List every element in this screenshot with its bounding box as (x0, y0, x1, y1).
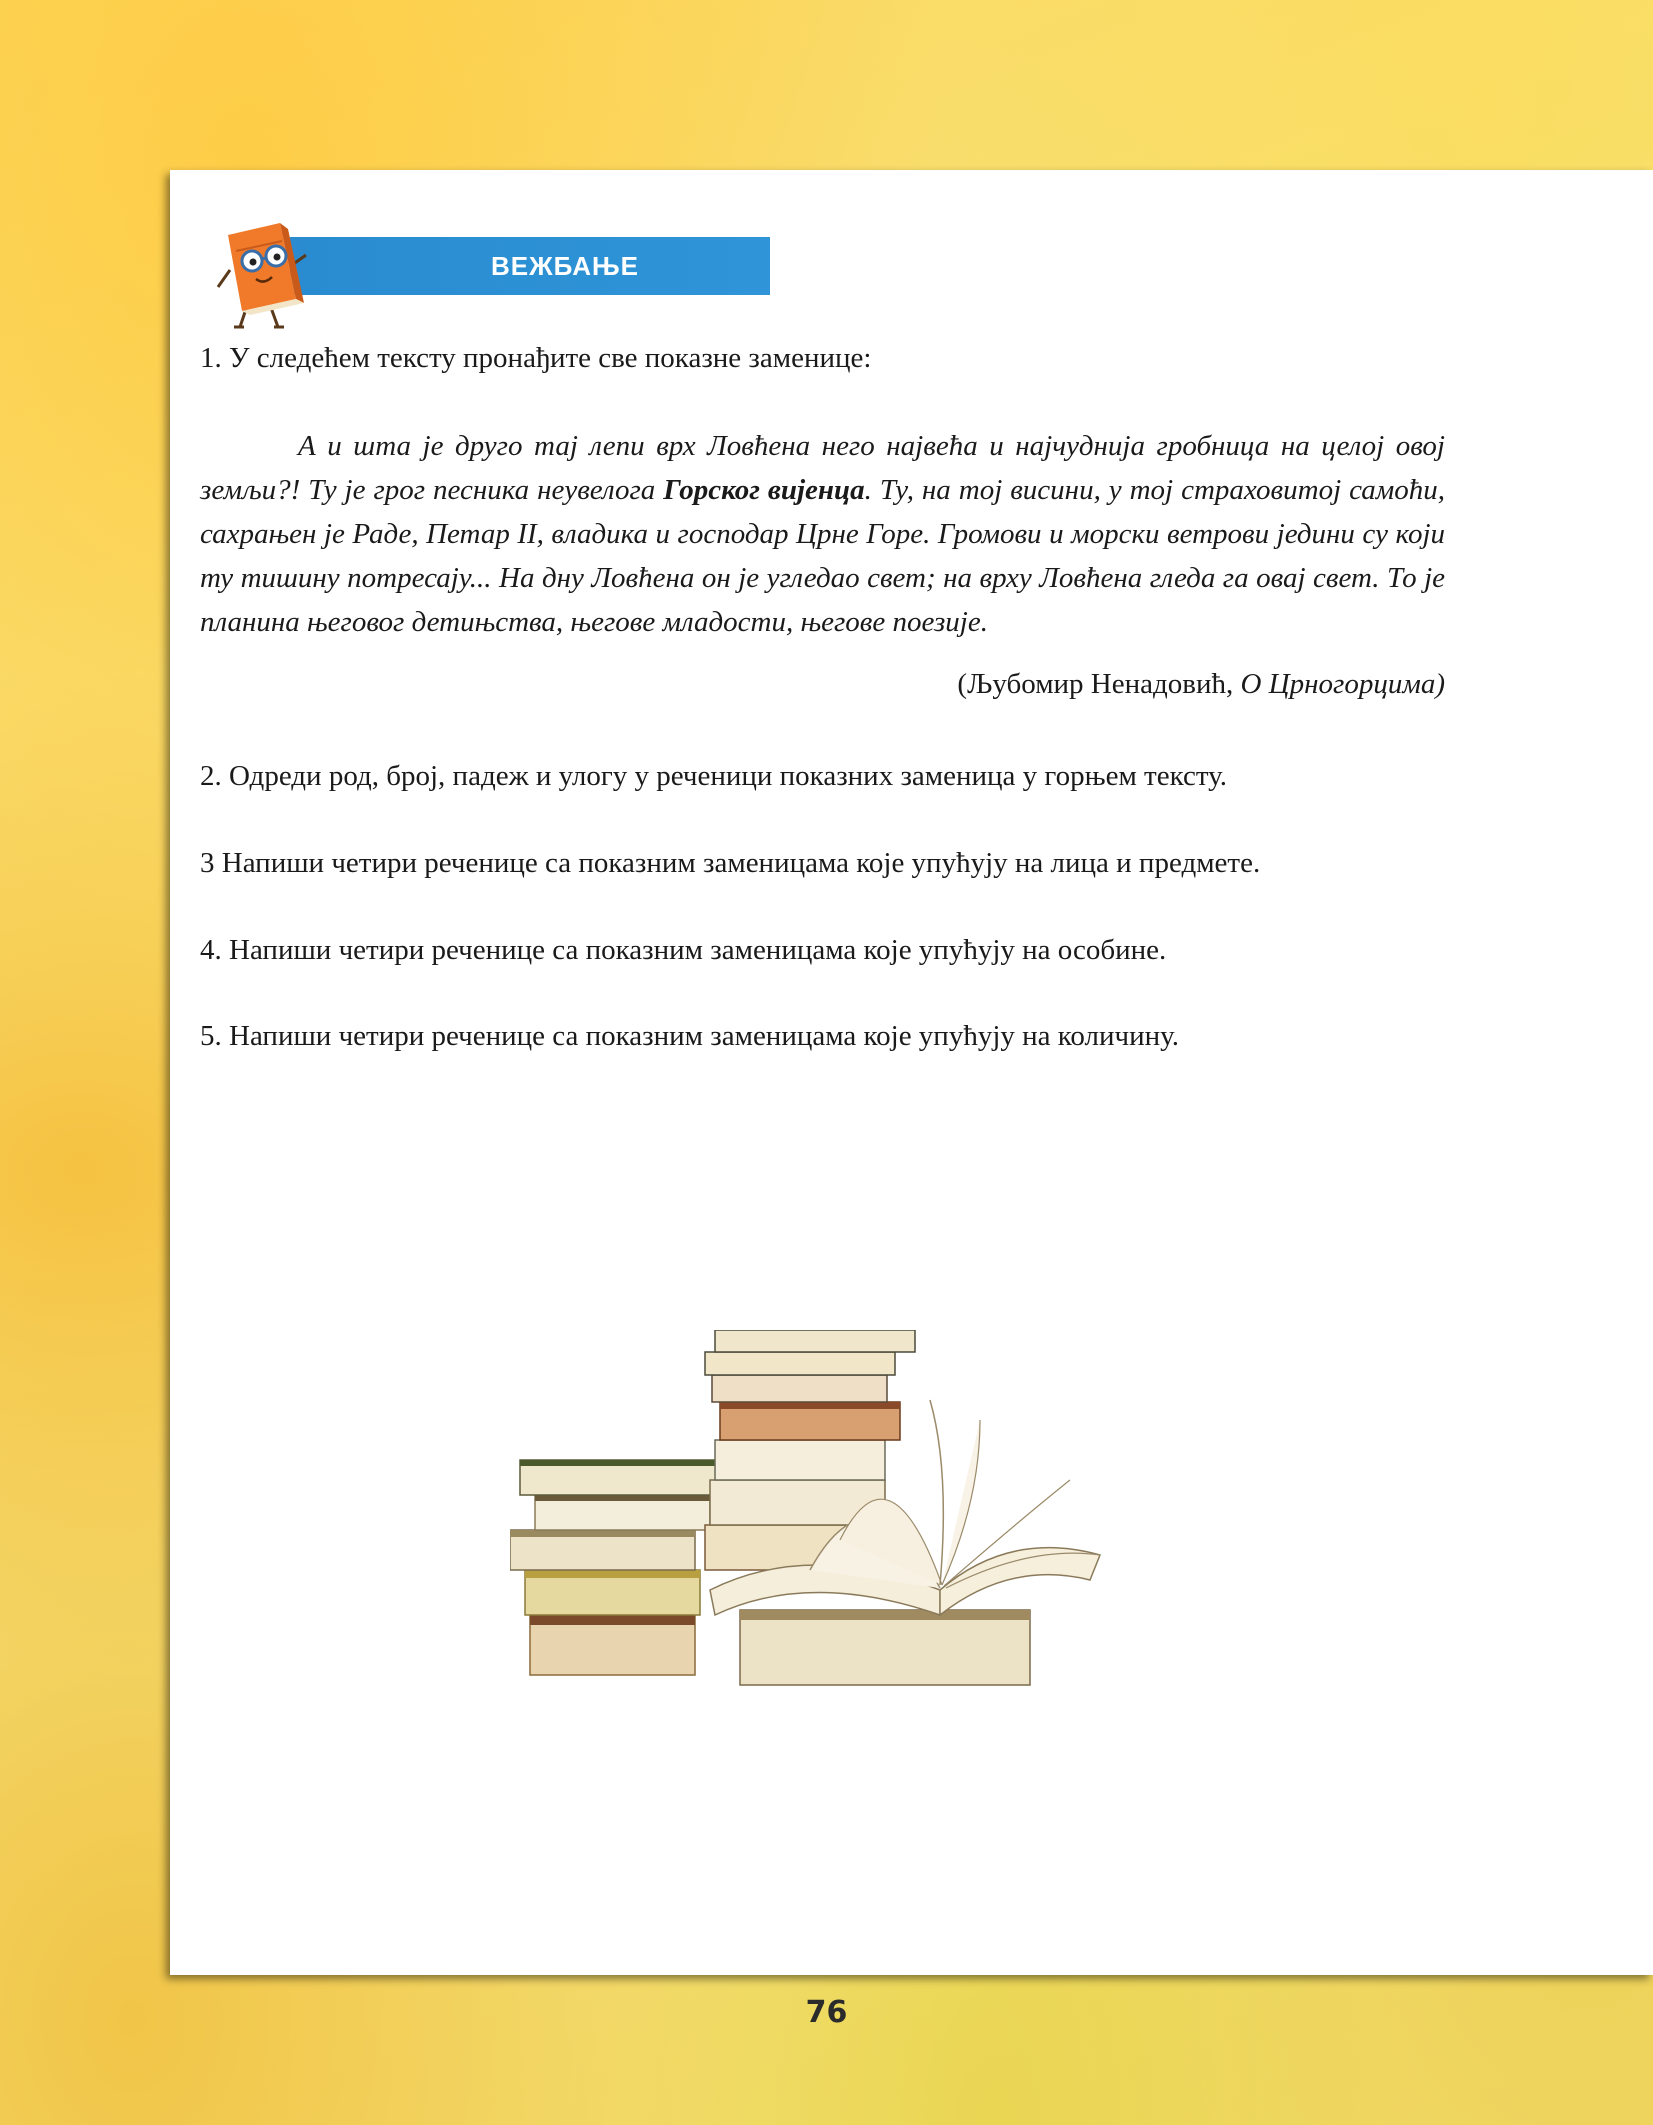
left-book-stack (510, 1460, 720, 1675)
question-5: 5. Напиши четири реченице са показним заменицама које упућују на количину. (200, 1020, 1179, 1052)
page-number: 76 (805, 1995, 848, 2030)
question-1: 1. У следећем тексту пронађите све показне заменице: (200, 342, 872, 374)
passage-bold-title: Горског вијенца (663, 474, 865, 506)
banner-bar (290, 237, 770, 295)
book-stack-illustration (510, 1330, 1110, 1710)
question-3: 3 Напиши четири реченице са показним заменицама које упућују на лица и предмете. (200, 847, 1261, 879)
banner-title: ВЕЖБАЊЕ (490, 251, 640, 281)
question-4: 4. Напиши четири реченице са показним заменицама које упућују на особине. (200, 934, 1167, 966)
source-author: (Љубомир Ненадовић, (957, 668, 1241, 700)
passage-source (957, 666, 1445, 702)
source-work: О Црногорцима) (1240, 668, 1445, 700)
page-sheet (170, 170, 1653, 1975)
passage-text-end: . Ту, на тој висини, у тој страховитој самоћи, сахрањен је Раде, Петар II, владика и господар Црне Горе. Громови и морски ветрови једини су који ту тишину потресају... На дну Ловћена он је угледао свет; на врху Ловћена гледа га овај свет. То је планина његовог детињства, његове младости, његове поезије. (200, 474, 1445, 638)
exercise-banner (210, 215, 770, 310)
passage-text-start: А и шта је друго тај лепи врх Ловћена него највећа и најчуднија гробница на целој овој земљи?! Ту је грог песника неувелога (200, 430, 1445, 506)
question-2: 2. Одреди род, број, падеж и улогу у реченици показних заменица у горњем тексту. (200, 760, 1227, 792)
book-mascot-icon (210, 215, 320, 335)
quoted-passage (200, 424, 1445, 644)
